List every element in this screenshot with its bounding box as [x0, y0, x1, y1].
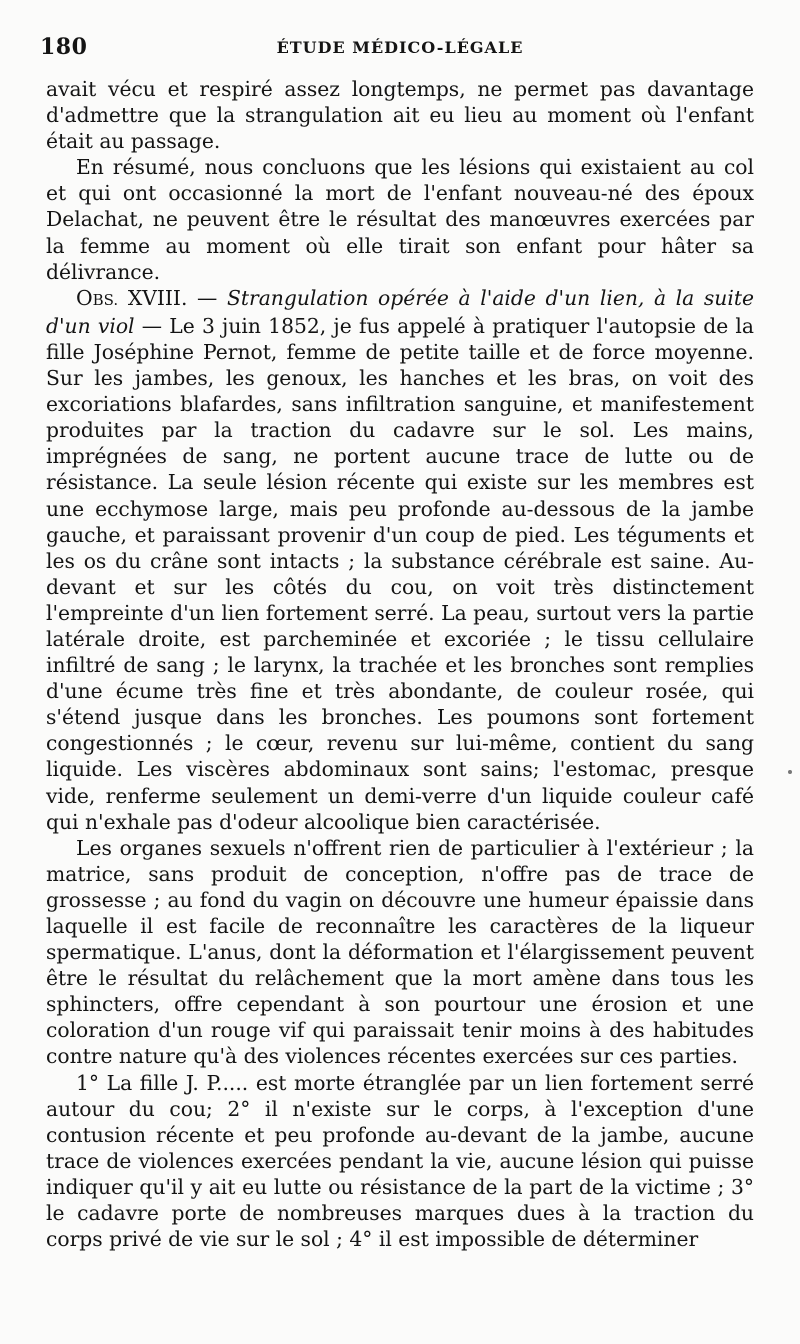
paragraph-organes: Les organes sexuels n'offrent rien de particulier à l'extérieur ; la matrice, sans produit de conception, n'offre pas de trace de grossesse ; au fond du vagin on découvre une humeur épaissie dans laquelle il est facile de reconnaître les caractères de la liqueur spermatique. L'anus, dont la déformation et l'élargissement peuvent être le résultat du relâchement que la mort amène dans tous les sphincters, offre cependant à son pourtour une érosion et une coloration d'un rouge vif qui paraissait tenir moins à des habitudes contre nature qu'à des violences récentes exercées sur ces parties. [46, 835, 754, 1069]
observation-label-initial: O [76, 285, 93, 310]
running-head: ÉTUDE MÉDICO-LÉGALE [276, 38, 524, 57]
paragraph-conclusions: 1° La fille J. P..... est morte étranglée par un lien fortement serré autour du cou; 2° il n'existe sur le corps, à l'exception d'une contusion récente et peu profonde au-devant de la jambe, aucune trace de violences exercées pendant la vie, aucune lésion qui puisse indiquer qu'il y ait eu lutte ou résistance de la part de la victime ; 3° le cadavre porte de nombreuses marques dues à la traction du corps privé de vie sur le sol ; 4° il est impossible de déterminer [46, 1070, 754, 1252]
observation-number: XVIII. [127, 285, 188, 310]
observation-dash: — [197, 285, 218, 310]
observation-title: Strangulation opérée à l'aide d'un lien, à la suite d'un viol [46, 285, 755, 338]
paragraph-continuation: avait vécu et respiré assez longtemps, ne permet pas davantage d'admettre que la strangulation ait eu lieu au moment où l'enfant était au passage. [46, 77, 754, 154]
page-number: 180 [40, 34, 88, 60]
paragraph-resume: En résumé, nous concluons que les lésions qui existaient au col et qui ont occasionné la mort de l'enfant nouveau-né des époux Delachat, ne peuvent être le résultat des manœuvres exercées par la femme au moment où elle tirait son enfant pour hâter sa délivrance. [46, 155, 754, 284]
observation-label-smallcaps: BS. [92, 290, 119, 309]
observation-label [76, 286, 118, 310]
page-header [40, 34, 760, 64]
paragraph-observation [46, 285, 754, 835]
observation-text: — Le 3 juin 1852, je fus appelé à pratiquer l'autopsie de la fille Joséphine Pernot, femme de petite taille et de force moyenne. Sur les jambes, les genoux, les hanches et les bras, on voit des excoriations blafardes, sans infiltration sanguine, et manifestement produites par la traction du cadavre sur le sol. Les mains, imprégnées de sang, ne portent aucune trace de lutte ou de résistance. La seule lésion récente qui existe sur les membres est une ecchymose large, mais peu profonde au-dessous de la jambe gauche, et paraissant provenir d'un coup de pied. Les téguments et les os du crâne sont intacts ; la substance cérébrale est saine. Au-devant et sur les côtés du cou, on voit très distinctement l'empreinte d'un lien fortement serré. La peau, surtout vers la partie latérale droite, est parcheminée et excoriée ; le tissu cellulaire infiltré de sang ; le larynx, la trachée et les bronches sont remplies d'une écume très fine et très abondante, de couleur rosée, qui s'étend jusque dans les bronches. Les poumons sont fortement congestionnés ; le cœur, revenu sur lui-même, contient du sang liquide. Les viscères abdominaux sont sains; l'estomac, presque vide, renferme seulement un demi-verre d'un liquide couleur café qui n'exhale pas d'odeur alcoolique bien caractérisée. [46, 313, 754, 834]
margin-speck [788, 770, 792, 774]
body-text [46, 76, 754, 1252]
